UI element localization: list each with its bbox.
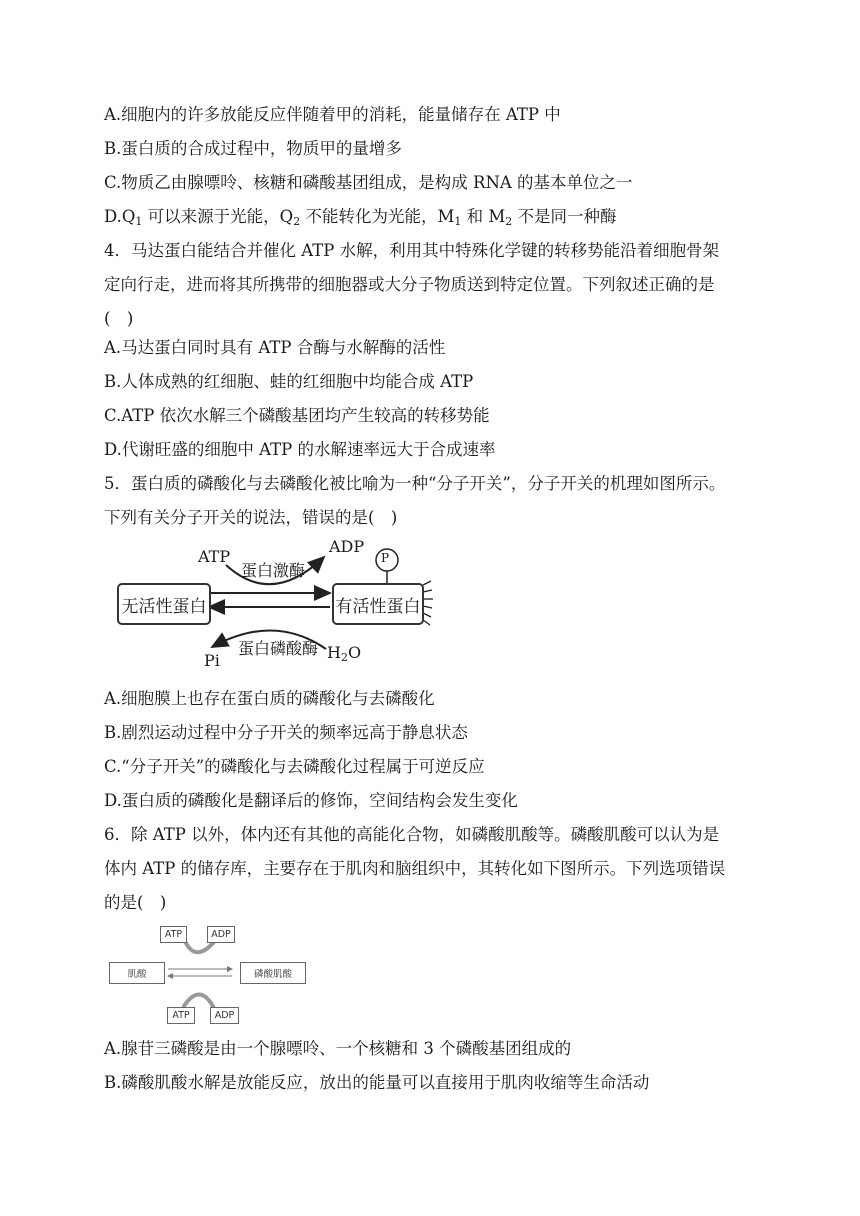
creatine-box: 肌酸 <box>109 962 165 984</box>
q3-option-b: B.蛋白质的合成过程中，物质甲的量增多 <box>104 139 402 158</box>
p-label: P <box>381 551 390 565</box>
q4-stem-line3: ( ) <box>104 309 134 328</box>
activity-marks <box>423 581 433 625</box>
q3-option-a: A.细胞内的许多放能反应伴随着甲的消耗，能量储存在 ATP 中 <box>104 105 561 124</box>
q5-stem-line1: 5．蛋白质的磷酸化与去磷酸化被比喻为一种“分子开关”，分子开关的机理如图所示。 <box>104 474 726 493</box>
phosphocreatine-box: 磷酸肌酸 <box>240 962 306 984</box>
q6-stem-line3: 的是( ) <box>104 893 167 912</box>
atp-bottom-box: ATP <box>167 1007 195 1024</box>
pi-label: Pi <box>204 651 220 670</box>
creatine-conversion-figure <box>104 920 314 1028</box>
q4-stem-line1: 4．马达蛋白能结合并催化 ATP 水解，利用其中特殊化学键的转移势能沿着细胞骨架 <box>104 241 720 260</box>
q6-stem-line2: 体内 ATP 的储存库，主要存在于肌肉和脑组织中，其转化如下图所示。下列选项错误 <box>104 859 726 878</box>
molecular-switch-figure <box>104 535 444 675</box>
q5-stem-line2: 下列有关分子开关的说法，错误的是( ) <box>104 508 398 527</box>
q6-option-a: A.腺苷三磷酸是由一个腺嘌呤、一个核糖和 3 个磷酸基团组成的 <box>104 1039 572 1058</box>
atp-label: ATP <box>198 547 231 566</box>
q4-option-d: D.代谢旺盛的细胞中 ATP 的水解速率远大于合成速率 <box>104 440 496 459</box>
water-label: $H_2O$ <box>327 643 362 664</box>
kinase-label: 蛋白激酶 <box>241 561 306 580</box>
q3-option-c: C.物质乙由腺嘌呤、核糖和磷酸基团组成，是构成 RNA 的基本单位之一 <box>104 173 633 192</box>
q3-option-d: $D.Q_1$ 可以来源于光能，$Q_2$ 不能转化为光能，$M_1$ 和 $M_2$ 不是同一种酶 <box>104 207 617 228</box>
q6-option-b: B.磷酸肌酸水解是放能反应，放出的能量可以直接用于肌肉收缩等生命活动 <box>104 1073 650 1092</box>
adp-top-box: ADP <box>207 926 235 943</box>
top-curve-arrow <box>186 942 214 952</box>
inactive-protein-box: 无活性蛋白 <box>117 583 211 625</box>
q4-option-b: B.人体成熟的红细胞、蛙的红细胞中均能合成 ATP <box>104 372 474 391</box>
adp-label: ADP <box>329 537 365 556</box>
adp-bottom-box: ADP <box>210 1007 239 1024</box>
q5-option-d: D.蛋白质的磷酸化是翻译后的修饰，空间结构会发生变化 <box>104 791 518 810</box>
q4-stem-line2: 定向行走，进而将其所携带的细胞器或大分子物质送到特定位置。下列叙述正确的是 <box>104 275 715 294</box>
q5-option-a: A.细胞膜上也存在蛋白质的磷酸化与去磷酸化 <box>104 689 435 708</box>
q4-option-a: A.马达蛋白同时具有 ATP 合酶与水解酶的活性 <box>104 338 446 357</box>
q6-stem-line1: 6．除 ATP 以外，体内还有其他的高能化合物，如磷酸肌酸等。磷酸肌酸可以认为是 <box>104 825 720 844</box>
phosphatase-label: 蛋白磷酸酶 <box>238 639 319 658</box>
q5-option-b: B.剧烈运动过程中分子开关的频率远高于静息状态 <box>104 723 468 742</box>
active-protein-box: 有活性蛋白 <box>332 583 424 625</box>
q4-option-c: C.ATP 依次水解三个磷酸基团均产生较高的转移势能 <box>104 406 490 425</box>
bottom-curve-arrow <box>184 994 214 1008</box>
q5-option-c: C.“分子开关”的磷酸化与去磷酸化过程属于可逆反应 <box>104 757 485 776</box>
atp-top-box: ATP <box>160 926 187 943</box>
